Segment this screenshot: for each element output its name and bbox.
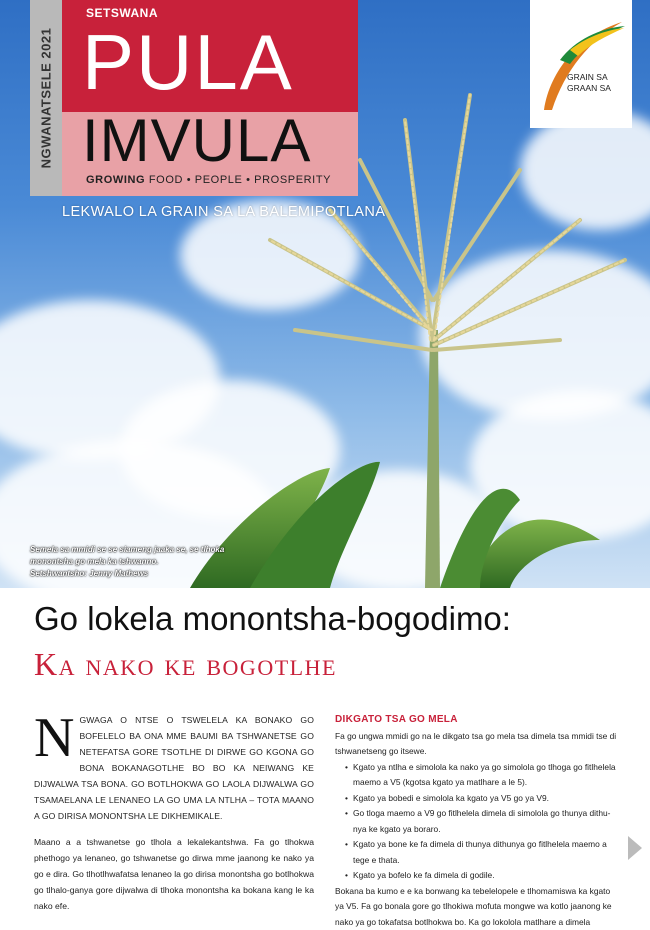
tagline-growing: GROWING (86, 174, 145, 186)
caption-credit: Setshwantsho: Jenny Mathews (30, 568, 260, 580)
list-item: • Kgato ya bone ke fa dimela di thunya dithunya go fitlhelela maemo a tege e thata. (345, 837, 620, 868)
article-right-column (335, 712, 620, 930)
article-intro: GWAGA O NTSE O TSWELELA KA BONAKO GO BOFELELO BA ONA MME BAUMI BA TSHWANETSE GO NETEFATSA GORE TSOTLHE DI DIRWE GO KGONA GO BONA BOKANAGOTLHE BO BO KA NEIWANG KE DIJWALWA TSA BONA. GO BOTLHOKWA GO LAOLA DIJWALWA GO TSAMAELANA LE LENANEO LA GO UMA LA NTLHA – TOTA MAANO A GO DIRISA MONONTSHA LE DIKHEMIKALE. (34, 712, 314, 824)
next-page-arrow-icon[interactable] (628, 836, 642, 860)
logo-line2: GRAAN SA (567, 83, 611, 94)
grain-sa-logo (530, 0, 632, 128)
magazine-title-pula: PULA (82, 22, 294, 102)
grain-sa-logo-icon (530, 0, 632, 128)
article-paragraph: Maano a a tshwanetse go tlhola a lekalekantshwa. Fa go tlhokwa phethogo ya lenaneo, go tshwanetse go dirwa mme jaanong ke nako ya go e dira. Go tlhotlhwafatsa lenaneo la go dirisa monontsha go botlhokwa go tlhalo-ganya gore dijwalwa di tlhoka monontsha ka bokana kang le ka nako efe. (34, 834, 314, 914)
article-left-column (34, 712, 314, 914)
photo-caption (30, 544, 260, 580)
article-headline: Go lokela monontsha-bogodimo: (34, 600, 511, 638)
growth-stages-list (335, 760, 620, 884)
list-item: • Kgato ya ntlha e simolola ka nako ya go simolola go tlhoga go fitlhelela maemo a V5 (kgotsa kgato ya matlhare a le 5). (345, 760, 620, 791)
article-kicker: Ka nako ke bogotlhe (34, 646, 337, 683)
list-item: • Kgato ya bobedi e simolola ka kgato ya V5 go ya V9. (345, 791, 620, 807)
tagline-rest: FOOD • PEOPLE • PROSPERITY (149, 174, 331, 186)
logo-text (567, 72, 611, 94)
section-heading: DIKGATO TSA GO MELA (335, 712, 620, 728)
edition-label: NGWANATSELE 2021 (39, 28, 54, 169)
language-label: SETSWANA (86, 6, 158, 20)
drop-cap: N (34, 714, 74, 762)
masthead-tagline (86, 174, 331, 186)
caption-text: Semela sa mmidi se se siameng jaaka se, se tlhoka monontsha go mela ka tshwanno. (30, 544, 260, 568)
section-intro: Fa go ungwa mmidi go na le dikgato tsa go mela tsa dimela tsa mmidi tse di tshwanetseng go itsewe. (335, 729, 620, 760)
logo-line1: GRAIN SA (567, 72, 611, 83)
magazine-title-imvula: IMVULA (82, 108, 311, 174)
section-outro: Bokana ba kumo e e ka bonwang ka tebelelopele e tlhomamiswa ka kgato ya V5. Fa go bonala gore go tlhokiwa mofuta mongwe wa kotlo jaanong ke nako ya go tokafatsa botlhokwa bo. Ka go lokolola matlhare a dimela (335, 884, 620, 930)
list-item: • Go tloga maemo a V9 go fitlhelela dimela di simolola go thunya dithu-nya ke kgato ya boraro. (345, 806, 620, 837)
masthead-subtitle: LEKWALO LA GRAIN SA LA BALEMIPOTLANA (62, 204, 385, 220)
list-item: • Kgato ya bofelo ke fa dimela di godile. (345, 868, 620, 884)
